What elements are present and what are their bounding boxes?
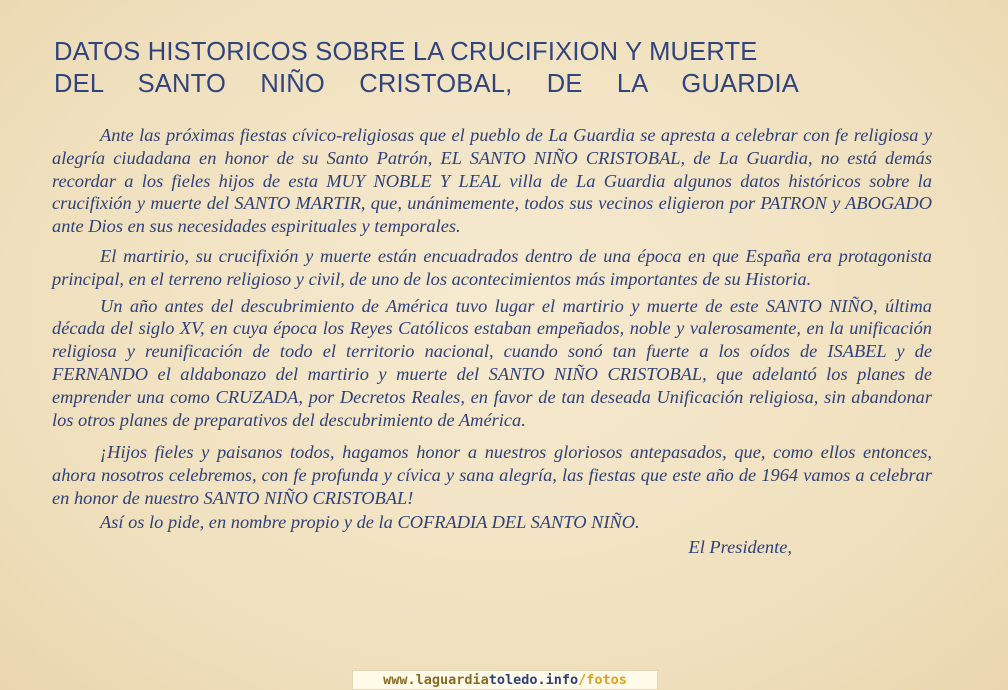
paragraph-request: Así os lo pide, en nombre propio y de la COFRADIA DEL SANTO NIÑO. xyxy=(100,511,640,532)
paragraph-intro: Ante las próximas fiestas cívico-religiosas que el pueblo de La Guardia se apresta a celebrar con fe religiosa y alegría ciudadana en honor de su Santo Patrón, EL SANTO NIÑO CRISTOBAL, de La Guardia, no está demás recordar a los fieles hijos de esta MUY NOBLE Y LEAL villa de La Guardia algunos datos históricos sobre la crucifixión y muerte del SANTO MARTIR, que, unánimemente, todos sus vecinos eligieron por PATRON y ABOGADO ante Dios en sus necesidades espirituales y temporales. xyxy=(52,125,932,237)
paragraph-history: Un año antes del descubrimiento de América tuvo lugar el martirio y muerte de este SANTO NIÑO, última década del siglo XV, en cuya época los Reyes Católicos estaban empeñados, noble y valerosamente, en la unificación religiosa y reunificación de todo el territorio nacional, cuando sonó tan fuerte a los oídos de ISABEL y de FERNANDO el aldabonazo del martirio y muerte del SANTO NIÑO CRISTOBAL, que adelantó los planes de emprender una como CRUZADA, por Decretos Reales, en favor de tan deseada Unificación religiosa, sin abandonar los otros planes de preparativos del descubrimiento de América. xyxy=(52,295,932,430)
document-body xyxy=(52,124,932,577)
watermark-part-2: toledo.info xyxy=(488,672,579,688)
title-line-1: DATOS HISTORICOS SOBRE LA CRUCIFIXION Y MUERTE xyxy=(54,38,758,66)
paragraph-martyrdom: El martirio, su crucifixión y muerte están encuadrados dentro de una época en que España era protagonista principal, en el terreno religioso y civil, de uno de los acontecimientos más importantes de su Historia. xyxy=(52,245,932,289)
watermark-part-1: www.laguardia xyxy=(383,672,489,688)
title-line-2: DEL SANTO NIÑO CRISTOBAL, DE LA GUARDIA xyxy=(54,70,799,98)
watermark-url xyxy=(352,670,658,690)
document-title xyxy=(54,36,799,100)
watermark-part-3: /fotos xyxy=(578,672,627,688)
paragraph-exhortation: ¡Hijos fieles y paisanos todos, hagamos honor a nuestros gloriosos antepasados, que, como ellos entonces, ahora nosotros celebremos, con fe profunda y cívica y sana alegría, las fiestas que este año de 1964 vamos a celebrar en honor de nuestro SANTO NIÑO CRISTOBAL! xyxy=(52,442,932,508)
signature: El Presidente, xyxy=(688,536,792,557)
